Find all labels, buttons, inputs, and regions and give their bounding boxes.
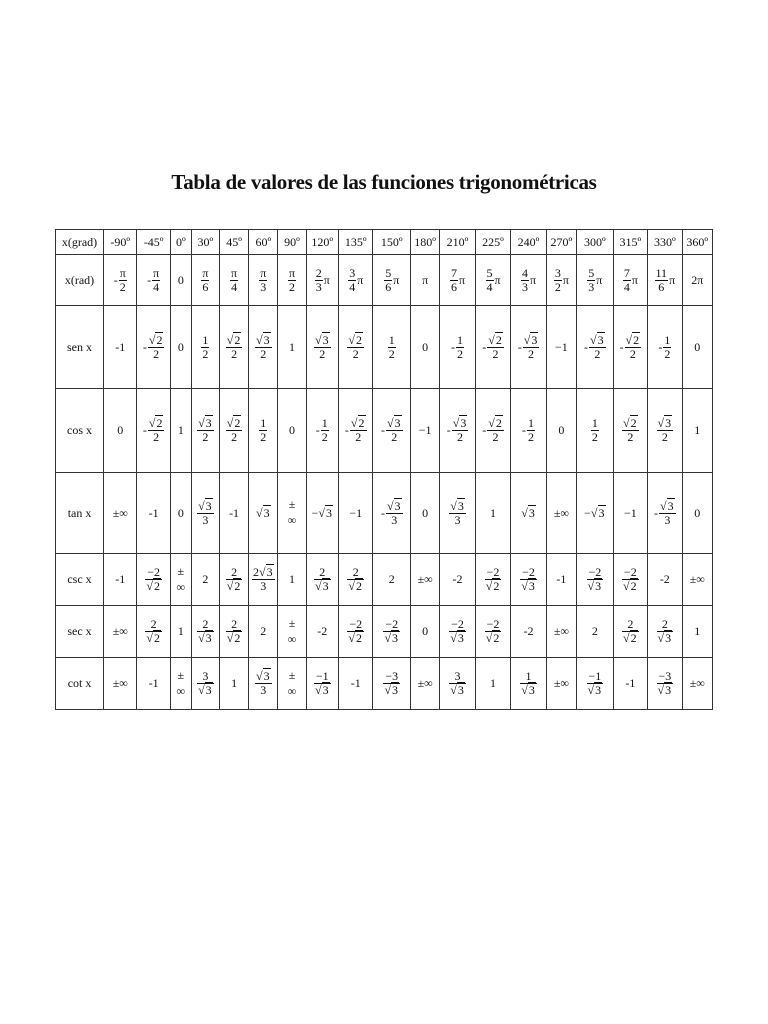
table-cell: $\frac{√3}{3}$ (191, 473, 219, 554)
table-cell: $\frac{\pi}{6}$ (191, 255, 219, 306)
page-title: Tabla de valores de las funciones trigonométricas (171, 170, 597, 194)
table-cell: 0 (170, 473, 191, 554)
table-cell: −1 (411, 389, 440, 473)
table-cell: ± ∞ (278, 606, 306, 658)
table-cell: 0 (104, 389, 137, 473)
table-cell: 2π (682, 255, 712, 306)
table-cell: $\frac{1}{2}$ (191, 306, 219, 389)
table-row-tan (56, 473, 713, 554)
table-cell: $\frac{-1}{√3}$ (577, 658, 614, 710)
table-cell: - $\frac{√2}{2}$ (338, 389, 372, 473)
table-cell: $\frac{2}{√2}$ (613, 606, 647, 658)
table-cell: 0 (170, 255, 191, 306)
table-cell: $\frac{3}{√3}$ (191, 658, 219, 710)
table-cell: π (411, 255, 440, 306)
table-cell: -2 (306, 606, 338, 658)
table-cell: 0º (170, 230, 191, 255)
table-cell: $\frac{√2}{2}$ (613, 389, 647, 473)
table-cell: $\frac{-1}{√3}$ (306, 658, 338, 710)
table-cell: -2 (440, 554, 476, 606)
table-cell: $\frac{3}{2}$ π (546, 255, 576, 306)
table-cell: $\frac{7}{6}$ π (440, 255, 476, 306)
table-cell: 0 (682, 473, 712, 554)
table-cell: $\frac{2}{√2}$ (137, 606, 170, 658)
table-cell: 1 (170, 606, 191, 658)
table-cell: - $\frac{1}{2}$ (511, 389, 547, 473)
table-cell: 0 (170, 306, 191, 389)
row-label: tan x (56, 473, 104, 554)
table-cell: - $\frac{√2}{2}$ (137, 306, 170, 389)
row-label: sec x (56, 606, 104, 658)
table-cell: $\frac{√3}{2}$ (306, 306, 338, 389)
table-cell: ±∞ (682, 658, 712, 710)
table-cell: 90º (278, 230, 306, 255)
table-cell: $\frac{2}{√2}$ (219, 554, 248, 606)
table-cell: $\frac{-2}{√3}$ (511, 554, 547, 606)
table-cell: -1 (104, 554, 137, 606)
table-cell: −1 (338, 473, 372, 554)
table-cell: $\frac{-2}{√2}$ (613, 554, 647, 606)
row-label: x(grad) (56, 230, 104, 255)
table-cell: 60º (249, 230, 278, 255)
table-cell: 1 (682, 606, 712, 658)
table-cell: ±∞ (682, 554, 712, 606)
table-cell: $\frac{√3}{2}$ (191, 389, 219, 473)
table-cell: ± ∞ (170, 554, 191, 606)
table-cell: - $\frac{√3}{2}$ (373, 389, 411, 473)
table-cell: ± ∞ (278, 658, 306, 710)
row-label: csc x (56, 554, 104, 606)
table-cell: $\frac{4}{3}$ π (511, 255, 547, 306)
table-cell: $\frac{5}{3}$ π (577, 255, 614, 306)
table-cell: 30º (191, 230, 219, 255)
table-cell: 2 (191, 554, 219, 606)
table-cell: 225º (475, 230, 511, 255)
table-cell: $\frac{√3}{2}$ (648, 389, 682, 473)
row-label: cot x (56, 658, 104, 710)
table-cell: 270º (546, 230, 576, 255)
table-cell: -2 (511, 606, 547, 658)
table-cell: 315º (613, 230, 647, 255)
table-cell: $\frac{\pi}{2}$ (278, 255, 306, 306)
table-cell: ±∞ (546, 473, 576, 554)
table-row-rad (56, 255, 713, 306)
table-cell: - $\frac{√3}{2}$ (577, 306, 614, 389)
table-cell: $\frac{-2}{√3}$ (440, 606, 476, 658)
table-cell: 180º (411, 230, 440, 255)
table-cell: -1 (546, 554, 576, 606)
table-cell: - $\frac{√2}{2}$ (137, 389, 170, 473)
table-cell: 1 (475, 473, 511, 554)
table-cell: $\frac{√3}{2}$ (249, 306, 278, 389)
table-cell: - $\frac{√2}{2}$ (613, 306, 647, 389)
table-cell: - $\frac{√3}{2}$ (440, 389, 476, 473)
table-cell: ±∞ (411, 658, 440, 710)
table-cell: $\frac{√3}{3}$ (440, 473, 476, 554)
table-cell: $\frac{-2}{√3}$ (577, 554, 614, 606)
table-cell: 0 (546, 389, 576, 473)
table-cell: - $\frac{√3}{3}$ (373, 473, 411, 554)
table-cell: ± ∞ (170, 658, 191, 710)
table-cell: $\frac{5}{4}$ π (475, 255, 511, 306)
table-cell: $\frac{3}{4}$ π (338, 255, 372, 306)
table-cell: $\frac{-2}{√2}$ (338, 606, 372, 658)
table-cell: ±∞ (546, 658, 576, 710)
table-cell: -1 (219, 473, 248, 554)
table-cell: $\frac{\pi}{4}$ (219, 255, 248, 306)
table-cell: $\frac{2√3}{3}$ (249, 554, 278, 606)
table-cell: -90º (104, 230, 137, 255)
row-label: sen x (56, 306, 104, 389)
table-cell: - $\frac{√2}{2}$ (475, 306, 511, 389)
trig-values-table (55, 229, 713, 710)
table-cell: - $\frac{√3}{3}$ (648, 473, 682, 554)
table-cell: $\frac{√2}{2}$ (338, 306, 372, 389)
table-cell: 1 (278, 306, 306, 389)
table-cell: 0 (411, 606, 440, 658)
table-cell: $\frac{√2}{2}$ (219, 306, 248, 389)
table-cell: $\frac{2}{√2}$ (338, 554, 372, 606)
table-row-sec (56, 606, 713, 658)
row-label: cos x (56, 389, 104, 473)
table-cell: 0 (411, 306, 440, 389)
table-cell: ±∞ (546, 606, 576, 658)
table-cell: -1 (338, 658, 372, 710)
table-cell: -1 (137, 658, 170, 710)
table-cell: -1 (137, 473, 170, 554)
table-cell: - $\frac{1}{2}$ (648, 306, 682, 389)
table-cell: 240º (511, 230, 547, 255)
table-cell: 120º (306, 230, 338, 255)
table-cell: √3 (249, 473, 278, 554)
table-cell: 2 (373, 554, 411, 606)
table-cell: 0 (278, 389, 306, 473)
table-cell: - $\frac{1}{2}$ (440, 306, 476, 389)
table-cell: $\frac{2}{√3}$ (648, 606, 682, 658)
table-cell: $\frac{√3}{3}$ (249, 658, 278, 710)
table-cell: $\frac{7}{4}$ π (613, 255, 647, 306)
table-cell: $\frac{-2}{√2}$ (475, 606, 511, 658)
table-cell: -45º (137, 230, 170, 255)
table-cell: - $\frac{\pi}{4}$ (137, 255, 170, 306)
table-row-cot (56, 658, 713, 710)
table-cell: -2 (648, 554, 682, 606)
table-cell: $\frac{2}{√3}$ (306, 554, 338, 606)
table-cell: 300º (577, 230, 614, 255)
table-cell: $\frac{-3}{√3}$ (648, 658, 682, 710)
table-cell: ±∞ (104, 658, 137, 710)
table-cell: $\frac{\pi}{3}$ (249, 255, 278, 306)
table-cell: $\frac{1}{√3}$ (511, 658, 547, 710)
table-cell: $\frac{-3}{√3}$ (373, 658, 411, 710)
table-cell: 1 (170, 389, 191, 473)
table-cell: - $\frac{√3}{2}$ (511, 306, 547, 389)
table-cell: 150º (373, 230, 411, 255)
table-cell: −√3 (577, 473, 614, 554)
table-cell: 210º (440, 230, 476, 255)
table-row-grad (56, 230, 713, 255)
table-cell: - $\frac{1}{2}$ (306, 389, 338, 473)
table-cell: 0 (682, 306, 712, 389)
table-cell: 0 (411, 473, 440, 554)
table-cell: −√3 (306, 473, 338, 554)
table-cell: -1 (613, 658, 647, 710)
table-cell: $\frac{5}{6}$ π (373, 255, 411, 306)
table-cell: 330º (648, 230, 682, 255)
table-cell: 2 (249, 606, 278, 658)
table-cell: $\frac{1}{2}$ (249, 389, 278, 473)
table-row-sen (56, 306, 713, 389)
table-cell: - $\frac{\pi}{2}$ (104, 255, 137, 306)
table-cell: $\frac{1}{2}$ (577, 389, 614, 473)
table-cell: 1 (682, 389, 712, 473)
table-cell: $\frac{√2}{2}$ (219, 389, 248, 473)
table-cell: −1 (613, 473, 647, 554)
table-cell: √3 (511, 473, 547, 554)
table-cell: ± ∞ (278, 473, 306, 554)
table-cell: 1 (278, 554, 306, 606)
table-cell: 45º (219, 230, 248, 255)
table-cell: ±∞ (104, 473, 137, 554)
table-cell: - $\frac{√2}{2}$ (475, 389, 511, 473)
table-cell: -1 (104, 306, 137, 389)
table-cell: $\frac{-2}{√2}$ (475, 554, 511, 606)
table-cell: 2 (577, 606, 614, 658)
table-cell: $\frac{2}{3}$ π (306, 255, 338, 306)
table-row-csc (56, 554, 713, 606)
row-label: x(rad) (56, 255, 104, 306)
table-row-cos (56, 389, 713, 473)
table-cell: 135º (338, 230, 372, 255)
table-cell: $\frac{1}{2}$ (373, 306, 411, 389)
table-cell: ±∞ (411, 554, 440, 606)
table-cell: $\frac{3}{√3}$ (440, 658, 476, 710)
table-cell: $\frac{-2}{√3}$ (373, 606, 411, 658)
table-cell: $\frac{-2}{√2}$ (137, 554, 170, 606)
table-cell: 1 (475, 658, 511, 710)
table-cell: 360º (682, 230, 712, 255)
table-cell: 1 (219, 658, 248, 710)
table-cell: $\frac{2}{√3}$ (191, 606, 219, 658)
table-cell: $\frac{2}{√2}$ (219, 606, 248, 658)
table-cell: ±∞ (104, 606, 137, 658)
table-cell: $\frac{11}{6}$ π (648, 255, 682, 306)
table-cell: −1 (546, 306, 576, 389)
